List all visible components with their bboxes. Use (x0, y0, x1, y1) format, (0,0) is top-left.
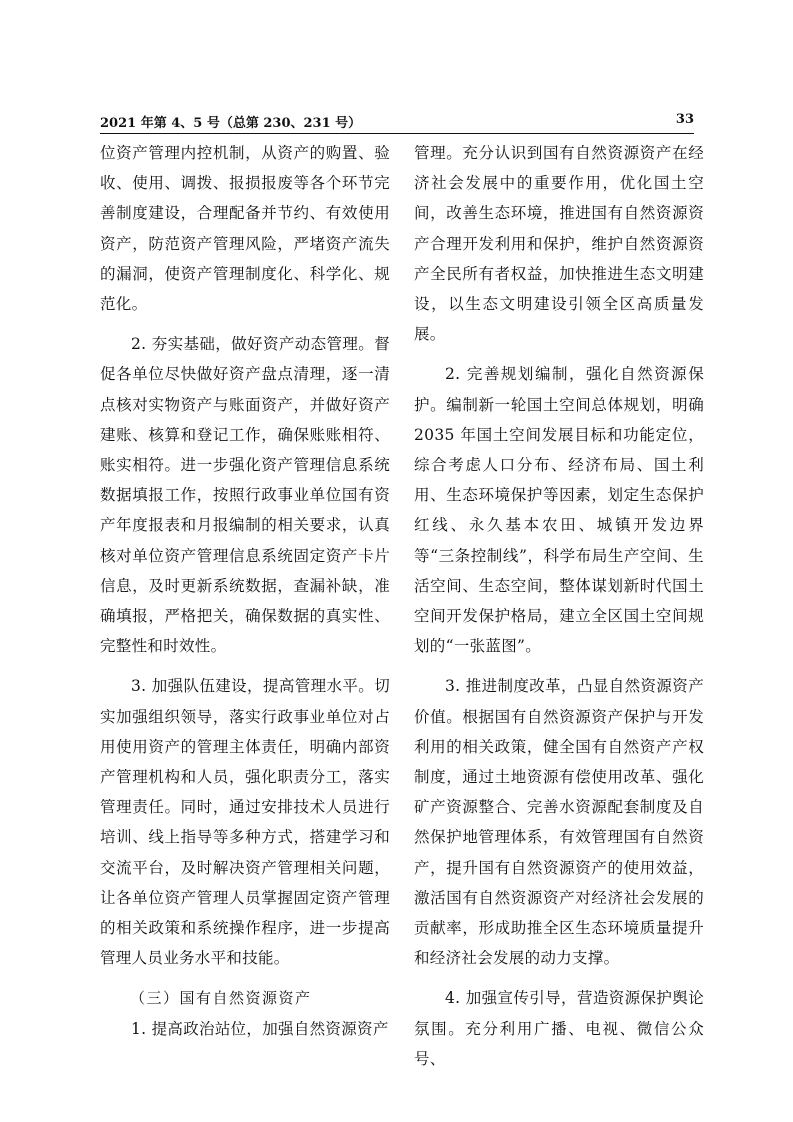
paragraph: 位资产管理内控机制，从资产的购置、验收、使用、调拨、报损报废等各个环节完善制度建设，合理配备并节约、有效使用资产，防范资产管理风险，严堵资产流失的漏洞，使资产管理制度化、科学化、规范化。 (100, 144, 390, 314)
page-number: 33 (675, 112, 694, 127)
paragraph: 2. 夯实基础，做好资产动态管理。督促各单位尽快做好资产盘点清理，逐一清点核对实物资产与账面资产，并做好资产建账、核算和登记工作，确保账账相符、账实相符。进一步强化资产管理信息系统数据填报工作，按照行政事业单位国有资产年度报表和月报编制的相关要求，认真核对单位资产管理信息系统固定资产卡片信息，及时更新系统数据，查漏补缺，准确填报，严格把关，确保数据的真实性、完整性和时效性。 (100, 335, 390, 656)
paragraph: 管理。充分认识到国有自然资源资产在经济社会发展中的重要作用，优化国土空间，改善生态环境，推进国有自然资源资产合理开发利用和保护，维护自然资源资产全民所有者权益，加快推进生态文明建设，以生态文明建设引领全区高质量发展。 (414, 144, 704, 344)
paragraph: 2. 完善规划编制，强化自然资源保护。编制新一轮国土空间总体规划，明确 2035 年国土空间发展目标和功能定位，综合考虑人口分布、经济布局、国土利用、生态环境保护等因素，划定生态保护红线、永久基本农田、城镇开发边界等“三条控制线”，科学布局生产空间、生活空间、生态空间，整体谋划新时代国土空间开发保护格局，建立全区国土空间规划的“一张蓝图”。 (414, 365, 704, 656)
header-rule (100, 133, 694, 134)
paragraph: 1. 提高政治站位，加强自然资源资产 (131, 1019, 389, 1038)
journal-issue: 2021 年第 4、5 号（总第 230、231 号） (100, 116, 362, 131)
left-column (100, 138, 390, 1044)
section-subheading: （三）国有自然资源资产 (130, 989, 312, 1008)
paragraph: 3. 加强队伍建设，提高管理水平。切实加强组织领导，落实行政事业单位对占用使用资产的管理主体责任，明确内部资产管理机构和人员，强化职责分工，落实管理责任。同时，通过安排技术人员进行培训、线上指导等多种方式，搭建学习和交流平台，及时解决资产管理相关问题，让各单位资产管理人员掌握固定资产管理的相关政策和系统操作程序，进一步提高管理人员业务水平和技能。 (100, 677, 390, 968)
right-column (414, 138, 704, 1074)
paragraph: 4. 加强宣传引导，营造资源保护舆论氛围。充分利用广播、电视、微信公众号、 (414, 989, 704, 1068)
running-header (100, 112, 694, 134)
paragraph: 3. 推进制度改革，凸显自然资源资产价值。根据国有自然资源资产保护与开发利用的相关政策，健全国有自然资产产权制度，通过土地资源有偿使用改革、强化矿产资源整合、完善水资源配套制度及自然保护地管理体系，有效管理国有自然资产，提升国有自然资源资产的使用效益，激活国有自然资源资产对经济社会发展的贡献率，形成助推全区生态环境质量提升和经济社会发展的动力支撑。 (414, 677, 704, 968)
